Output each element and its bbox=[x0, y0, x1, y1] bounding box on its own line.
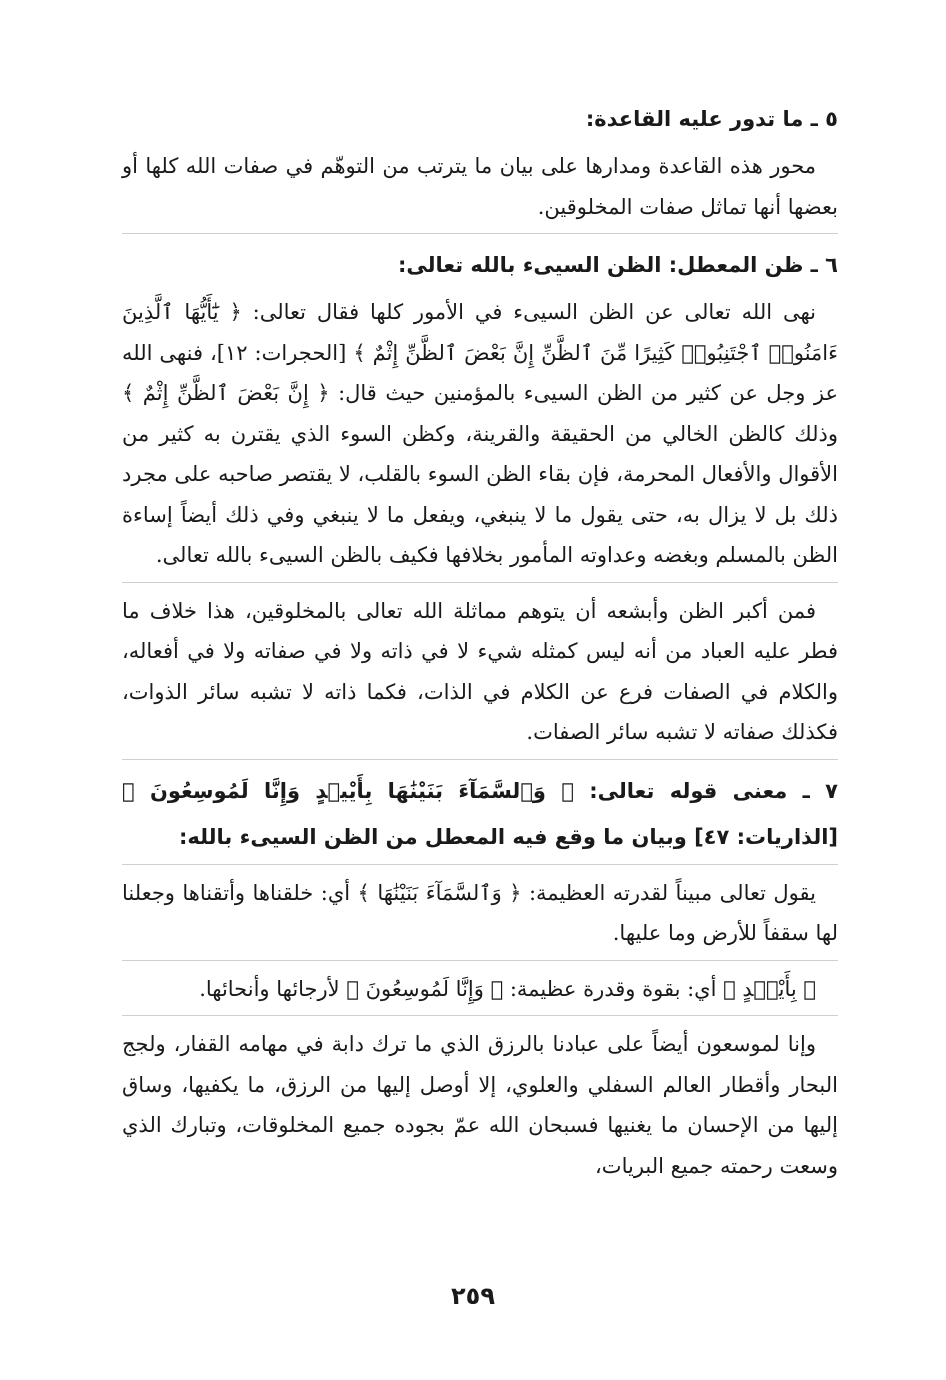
section-7-paragraph-1: يقول تعالى مبيناً لقدرته العظيمة: ﴿ وَٱلسَّمَآءَ بَنَيْنَٰهَا ﴾ أي: خلقناها وأتقناها وجعلنا لها سقفاً للأرض وما عليها. bbox=[122, 880, 838, 945]
divider bbox=[122, 960, 838, 961]
section-7-paragraph-2: ﴿ بِأَيْي۟دٍ ﴾ أي: بقوة وقدرة عظيمة: ﴿ وَإِنَّا لَمُوسِعُونَ ﴾ لأرجائها وأنحائها. bbox=[199, 976, 816, 1001]
section-6-paragraph-2: فمن أكبر الظن وأبشعه أن يتوهم مماثلة الله تعالى بالمخلوقين، هذا خلاف ما فطر عليه العباد من أنه ليس كمثله شيء لا في ذاته ولا في صفاته ولا في أفعاله، والكلام في الصفات فرع عن الكلام في الذات، فكما ذاته لا تشبه سائر الذوات، فكذلك صفاته لا تشبه سائر الصفات. bbox=[122, 598, 838, 744]
divider bbox=[122, 1015, 838, 1016]
divider bbox=[122, 759, 838, 760]
section-6-heading: ٦ ـ ظن المعطل: الظن السيىء بالله تعالى: bbox=[397, 253, 838, 277]
section-7-heading: ٧ ـ معنى قوله تعالى: ﴿ وَٱلسَّمَآءَ بَنَيْنَٰهَا بِأَيْي۟دٍ وَإِنَّا لَمُوسِعُونَ ﴾ [الذاريات: ٤٧] وبيان ما وقع فيه المعطل من الظن السيىء بالله: bbox=[122, 778, 838, 849]
section-5-heading: ٥ ـ ما تدور عليه القاعدة: bbox=[585, 107, 838, 131]
divider bbox=[122, 233, 838, 234]
section-5-paragraph: محور هذه القاعدة ومدارها على بيان ما يترتب من التوهّم في صفات الله كلها أو بعضها أنها تماثل صفات المخلوقين. bbox=[122, 154, 838, 219]
divider bbox=[122, 582, 838, 583]
divider bbox=[122, 864, 838, 865]
page-body bbox=[122, 96, 838, 1192]
page-number: ٢٥٩ bbox=[451, 1282, 495, 1310]
section-6-paragraph-1: نهى الله تعالى عن الظن السيىء في الأمور كلها فقال تعالى: ﴿ يَٰٓأَيُّهَا ٱلَّذِينَ ءَامَنُوا۟ ٱجْتَنِبُوا۟ كَثِيرًا مِّنَ ٱلظَّنِّ إِنَّ بَعْضَ ٱلظَّنِّ إِثْمٌ ﴾ [الحجرات: ١٢]، فنهى الله عز وجل عن كثير من الظن السيىء بالمؤمنين حيث قال: ﴿ إِنَّ بَعْضَ ٱلظَّنِّ إِثْمٌ ﴾ وذلك كالظن الخالي من الحقيقة والقرينة، وكظن السوء الذي يقترن به كثير من الأقوال والأفعال المحرمة، فإن بقاء الظن السوء بالقلب، لا يقتصر صاحبه على مجرد ذلك بل لا يزال به، حتى يقول ما لا ينبغي، ويفعل ما لا ينبغي وفي ذلك أيضاً إساءة الظن بالمسلم وبغضه وعداوته المأمور بخلافها فكيف بالظن السيىء بالله تعالى. bbox=[122, 300, 839, 567]
section-7-paragraph-3: وإنا لموسعون أيضاً على عبادنا بالرزق الذي ما ترك دابة في مهامه القفار، ولجج البحار وأقطار العالم السفلي والعلوي، إلا أوصل إليها من الرزق، ما يكفيها، وساق إليها من الإحسان ما يغنيها فسبحان الله عمّ بجوده جميع المخلوقات، وتبارك الذي وسعت رحمته جميع البريات، bbox=[122, 1032, 838, 1178]
